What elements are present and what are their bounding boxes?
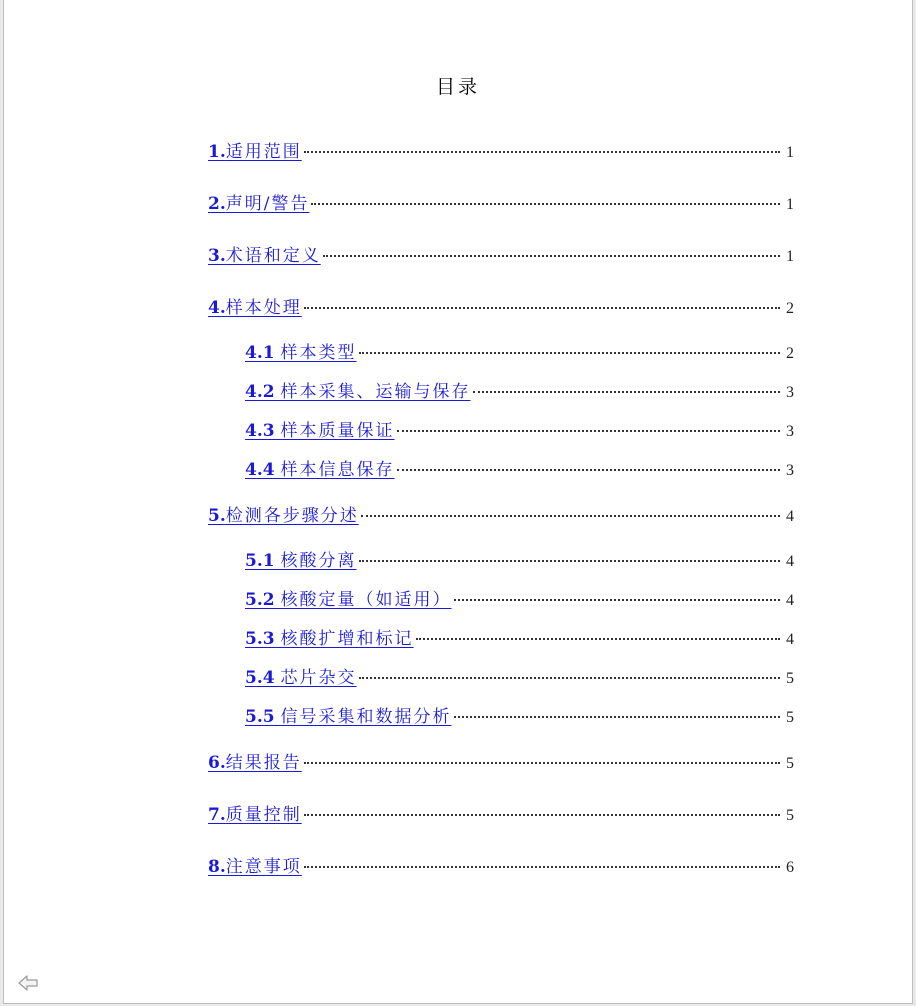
toc-entry-text: 声明/警告 [225, 194, 310, 214]
toc-page-number: 2 [786, 300, 794, 317]
toc-entry-text: 注意事项 [225, 857, 302, 877]
toc-page-number: 3 [786, 384, 794, 401]
toc-entry [208, 297, 794, 319]
toc-leader-dots [304, 151, 780, 153]
toc-page-number: 4 [786, 592, 794, 609]
toc-page-number: 5 [786, 755, 794, 772]
toc-entry-number: 5.5 [245, 707, 281, 727]
toc-leader-dots [304, 762, 780, 764]
toc-entry-text: 芯片杂交 [280, 668, 357, 688]
toc-entry [245, 706, 794, 728]
toc-page-number: 1 [786, 196, 794, 213]
toc-link[interactable] [208, 505, 359, 527]
left-arrow-icon[interactable] [18, 975, 38, 991]
toc-leader-dots [359, 560, 781, 562]
toc-entry-number: 7. [208, 805, 226, 825]
toc-entry-number: 4.1 [245, 343, 281, 363]
toc-leader-dots [473, 391, 781, 393]
document-page [3, 0, 913, 1004]
toc-link[interactable] [208, 752, 302, 774]
toc-entry-text: 样本信息保存 [280, 460, 395, 480]
toc-entry-number: 8. [208, 857, 226, 877]
toc-entry [208, 804, 794, 826]
toc-entry [208, 141, 794, 163]
toc-leader-dots [397, 430, 781, 432]
toc-link[interactable] [245, 342, 357, 364]
toc-link[interactable] [245, 420, 395, 442]
toc-entry [208, 505, 794, 527]
toc-entry-number: 6. [208, 753, 226, 773]
toc-leader-dots [397, 469, 781, 471]
toc-page-number: 4 [786, 508, 794, 525]
toc-entry-text: 样本处理 [225, 298, 302, 318]
toc-link[interactable] [245, 589, 452, 611]
toc-page-number: 4 [786, 553, 794, 570]
toc-entry-text: 样本类型 [280, 343, 357, 363]
toc-entry-text: 样本质量保证 [280, 421, 395, 441]
toc-page-number: 5 [786, 807, 794, 824]
toc-entry [245, 342, 794, 364]
toc-leader-dots [323, 255, 780, 257]
toc-page-number: 1 [786, 248, 794, 265]
toc-page-number: 5 [786, 670, 794, 687]
toc-page-number: 4 [786, 631, 794, 648]
toc-entry-text: 适用范围 [225, 142, 302, 162]
toc-title: 目录 [435, 76, 480, 98]
toc-link[interactable] [245, 628, 414, 650]
toc-link[interactable] [245, 459, 395, 481]
toc-leader-dots [359, 677, 781, 679]
toc-entry-text: 术语和定义 [225, 246, 321, 266]
toc-entry-text: 核酸扩增和标记 [280, 629, 414, 649]
toc-entry-number: 2. [208, 194, 226, 214]
toc-entry [245, 381, 794, 403]
toc-link[interactable] [208, 856, 302, 878]
toc-entry-text: 核酸分离 [280, 551, 357, 571]
toc-entry-text: 样本采集、运输与保存 [280, 382, 471, 402]
toc-leader-dots [359, 352, 781, 354]
toc-entry-number: 5. [208, 506, 226, 526]
toc-entry [245, 459, 794, 481]
toc-entry [245, 628, 794, 650]
toc-entry-text: 质量控制 [225, 805, 302, 825]
toc-page-number: 1 [786, 144, 794, 161]
toc-leader-dots [304, 307, 780, 309]
toc-entry-number: 1. [208, 142, 226, 162]
toc-entry [245, 589, 794, 611]
toc-page-number: 2 [786, 345, 794, 362]
toc-entry-text: 结果报告 [225, 753, 302, 773]
toc-link[interactable] [245, 667, 357, 689]
toc-entry-text: 核酸定量（如适用） [280, 590, 452, 610]
toc-entry-number: 5.2 [245, 590, 281, 610]
toc-entry-text: 检测各步骤分述 [225, 506, 359, 526]
toc-leader-dots [361, 515, 780, 517]
toc-page-number: 3 [786, 462, 794, 479]
toc-entry-number: 4.4 [245, 460, 281, 480]
toc-entry-number: 5.3 [245, 629, 281, 649]
toc-entry-number: 4. [208, 298, 226, 318]
toc-entry-number: 4.2 [245, 382, 281, 402]
toc-link[interactable] [245, 706, 452, 728]
toc-entry [208, 245, 794, 267]
toc-entry [208, 193, 794, 215]
toc-entry [208, 752, 794, 774]
toc-entry [245, 667, 794, 689]
toc-entry [245, 420, 794, 442]
toc-link[interactable] [208, 245, 321, 267]
toc-link[interactable] [208, 193, 309, 215]
toc-page-number: 5 [786, 709, 794, 726]
toc-page-number: 3 [786, 423, 794, 440]
toc-link[interactable] [208, 297, 302, 319]
toc-leader-dots [454, 716, 781, 718]
toc-entry [245, 550, 794, 572]
toc-entry-number: 4.3 [245, 421, 281, 441]
toc-link[interactable] [208, 804, 302, 826]
toc-entry [208, 856, 794, 878]
toc-entry-text: 信号采集和数据分析 [280, 707, 452, 727]
toc-entry-number: 3. [208, 246, 226, 266]
toc-entry-number: 5.1 [245, 551, 281, 571]
toc-link[interactable] [208, 141, 302, 163]
toc-page-number: 6 [786, 859, 794, 876]
toc-leader-dots [311, 203, 780, 205]
toc-leader-dots [416, 638, 781, 640]
toc-leader-dots [304, 866, 780, 868]
toc-leader-dots [304, 814, 780, 816]
toc-link[interactable] [245, 550, 357, 572]
toc-leader-dots [454, 599, 781, 601]
toc-link[interactable] [245, 381, 471, 403]
toc-entry-number: 5.4 [245, 668, 281, 688]
